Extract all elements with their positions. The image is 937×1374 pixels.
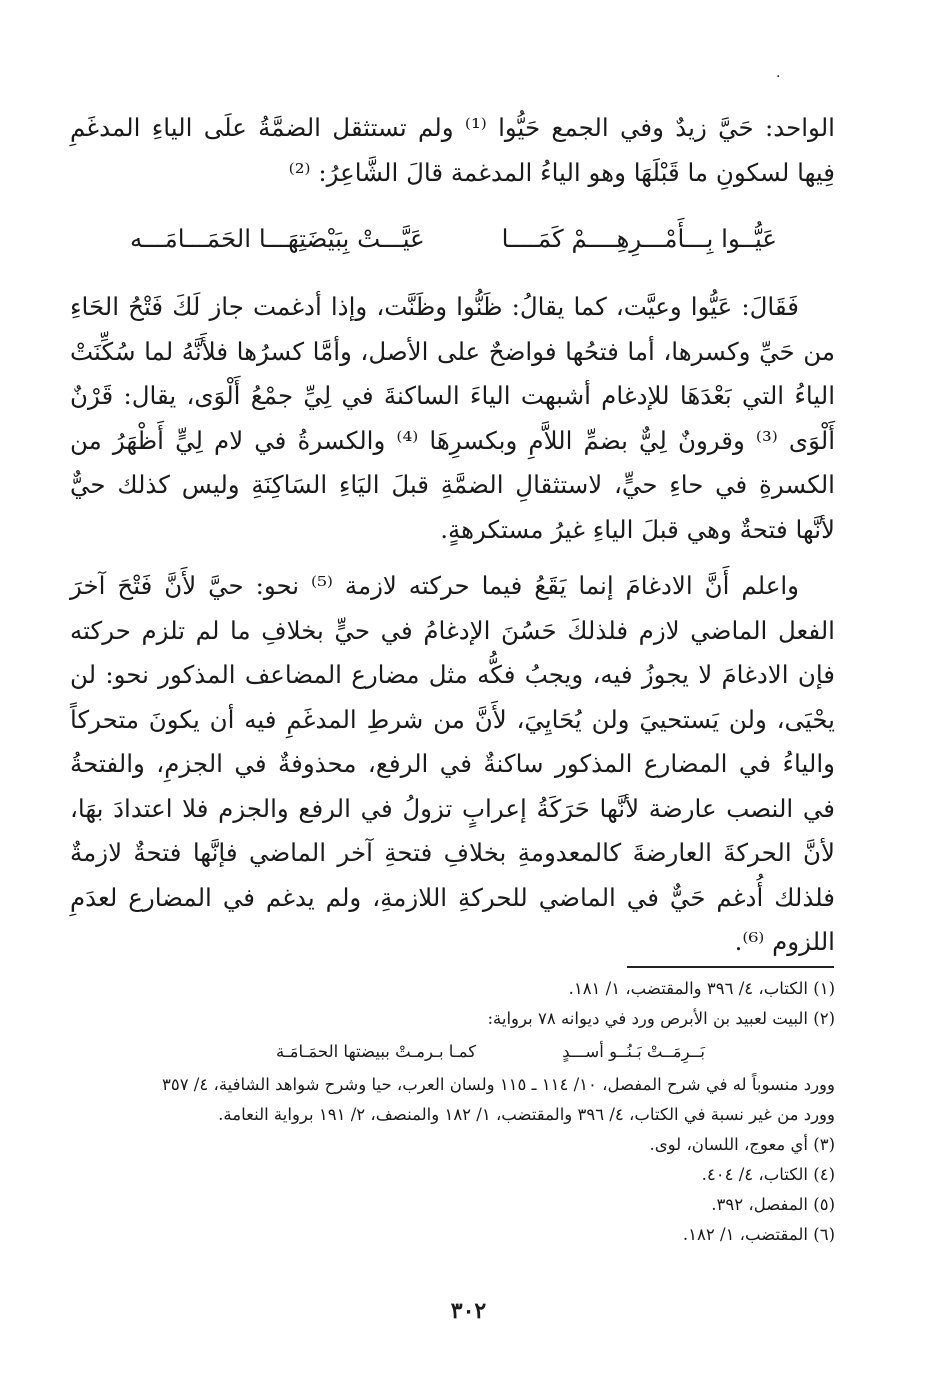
paragraph-3: واعلم أَنَّ الادغامَ إنما يَقَعُ فيما حركته لازمة ⁽⁵⁾ نحو: حيَّ لأَنَّ فَتْحَ آخرَ الفعل الماضي لازم فلذلكَ حَسُنَ الإدغامُ في حيٍّ بخلافِ ما لم تلزم حركته فإن الادغامَ لا يجوزُ فيه، ويجبُ فكُّه مثل مضارع المضاعف المذكور نحو: لن يحْيَى، ولن يَستحييَ ولن يُحَايِيَ، لأَنَّ من شرطِ المدغَمِ فيه أن يكونَ متحركاً والياءُ في المضارع المذكور ساكنةٌ في الرفع، محذوفةٌ في الجزمِ، والفتحةُ في النصب عارضة لأنَّها حَرَكَةُ إعرابٍ تزولُ في الرفع والجزم فلا اعتدادَ بهَا، لأنَّ الحركةَ العارضةَ كالمعدومةِ بخلافِ فتحةِ آخر الماضي فإنَّها فتحةٌ لازمةٌ فلذلك أُدغم حَيٌّ في الماضي للحركةِ اللازمةِ، ولم يدغم في المضارع لعدَمِ اللزوم ⁽⁶⁾. <box>70 571 835 956</box>
paragraph-2: فَقَالَ: عَيُّوا وعيَّت، كما يقالُ: ظَنُّوا وظَنَّت، وإذا أدغمت جاز لَكَ فَتْحُ الحَاءِ من حَيِّ وكسرها، أما فتحُها فواضحٌ على الأصل، وأمَّا كسرُها فلأَنَّهُ لما سُكِّنَتْ الياءُ التي بَعْدَهَا للإدغام أشبهت الياءَ الساكنةَ في لِيِّ جمْعُ أَلْوَى، يقال: قَرْنٌ أَلْوَى ⁽³⁾ وقرونٌ لِيٌّ بضمِّ اللاَّمِ وبكسرِهَا ⁽⁴⁾ والكسرةُ في لام لِيٍّ أَظْهَرُ من الكسرةِ في حاءِ حيٍّ، لاستثقالِ الضمَّةِ قبلَ اليَاءِ السَاكِنَةِ وليس كذلك حيٌّ لأنَّها فتحةٌ وهي قبلَ الياءِ غيرُ مستكرهةٍ. <box>70 292 836 544</box>
main-text <box>70 106 835 965</box>
footnotes <box>70 974 835 1250</box>
footnote-3: (٣) أي معوج، اللسان، لوى. <box>649 1135 835 1154</box>
poetry-verse <box>70 217 835 261</box>
footnote-1: (١) الكتاب، ٤/ ٣٩٦ والمقتضب، ١/ ١٨١. <box>568 979 835 998</box>
footnote-2: (٢) البيت لعبيد بن الأبرص ورد في ديوانه ٧٨ برواية: <box>487 1009 835 1028</box>
footnote-separator <box>627 966 834 968</box>
footnote-5: (٥) المفصل، ٣٩٢. <box>711 1195 835 1214</box>
stray-dot: . <box>776 65 781 81</box>
footnote-verse-second-hemistich: كمـا بـرمـتْ ببيضتها الحمَـامَـة <box>276 1042 477 1061</box>
footnote-6: (٦) المقتضب، ١/ ١٨٢. <box>682 1225 835 1244</box>
footnote-verse-first-hemistich: بَــرِمَــتْ بَـنُــو أســـدٍ <box>562 1042 705 1061</box>
footnote-4: (٤) الكتاب، ٤/ ٤٠٤. <box>701 1165 835 1184</box>
verse-first-hemistich: عَيُّــوا بِـــأَمْـــرِهِــــمْ كَمَــــا <box>501 224 777 253</box>
verse-second-hemistich: عَيَّـــتْ بِبَيْضَتِهَـــا الحَمَـــامَـــه <box>130 224 425 253</box>
paragraph-1: الواحد: حَيَّ زيدٌ وفي الجمع حَيُّوا ⁽¹⁾ ولم تستثقل الضمَّةُ علَى الياءِ المدغَمِ فِيها لسكونِ ما قَبْلَهَا وهو الياءُ المدغمة قالَ الشَّاعِرُ: ⁽²⁾ <box>70 113 835 187</box>
footnote-2-verse <box>70 1037 835 1067</box>
footnote-2-line-a: وورد منسوباً له في شرح المفصل، ١٠/ ١١٤ ـ ١١٥ ولسان العرب، حيا وشرح شواهد الشافية، ٤/ ٣٥٧ <box>161 1075 835 1094</box>
footnote-2-line-b: وورد من غير نسبة في الكتاب، ٤/ ٣٩٦ والمقتضب، ١/ ١٨٢ والمنصف، ٢/ ١٩١ برواية النعامة. <box>218 1105 835 1124</box>
page-number: ٣٠٢ <box>450 1298 487 1324</box>
